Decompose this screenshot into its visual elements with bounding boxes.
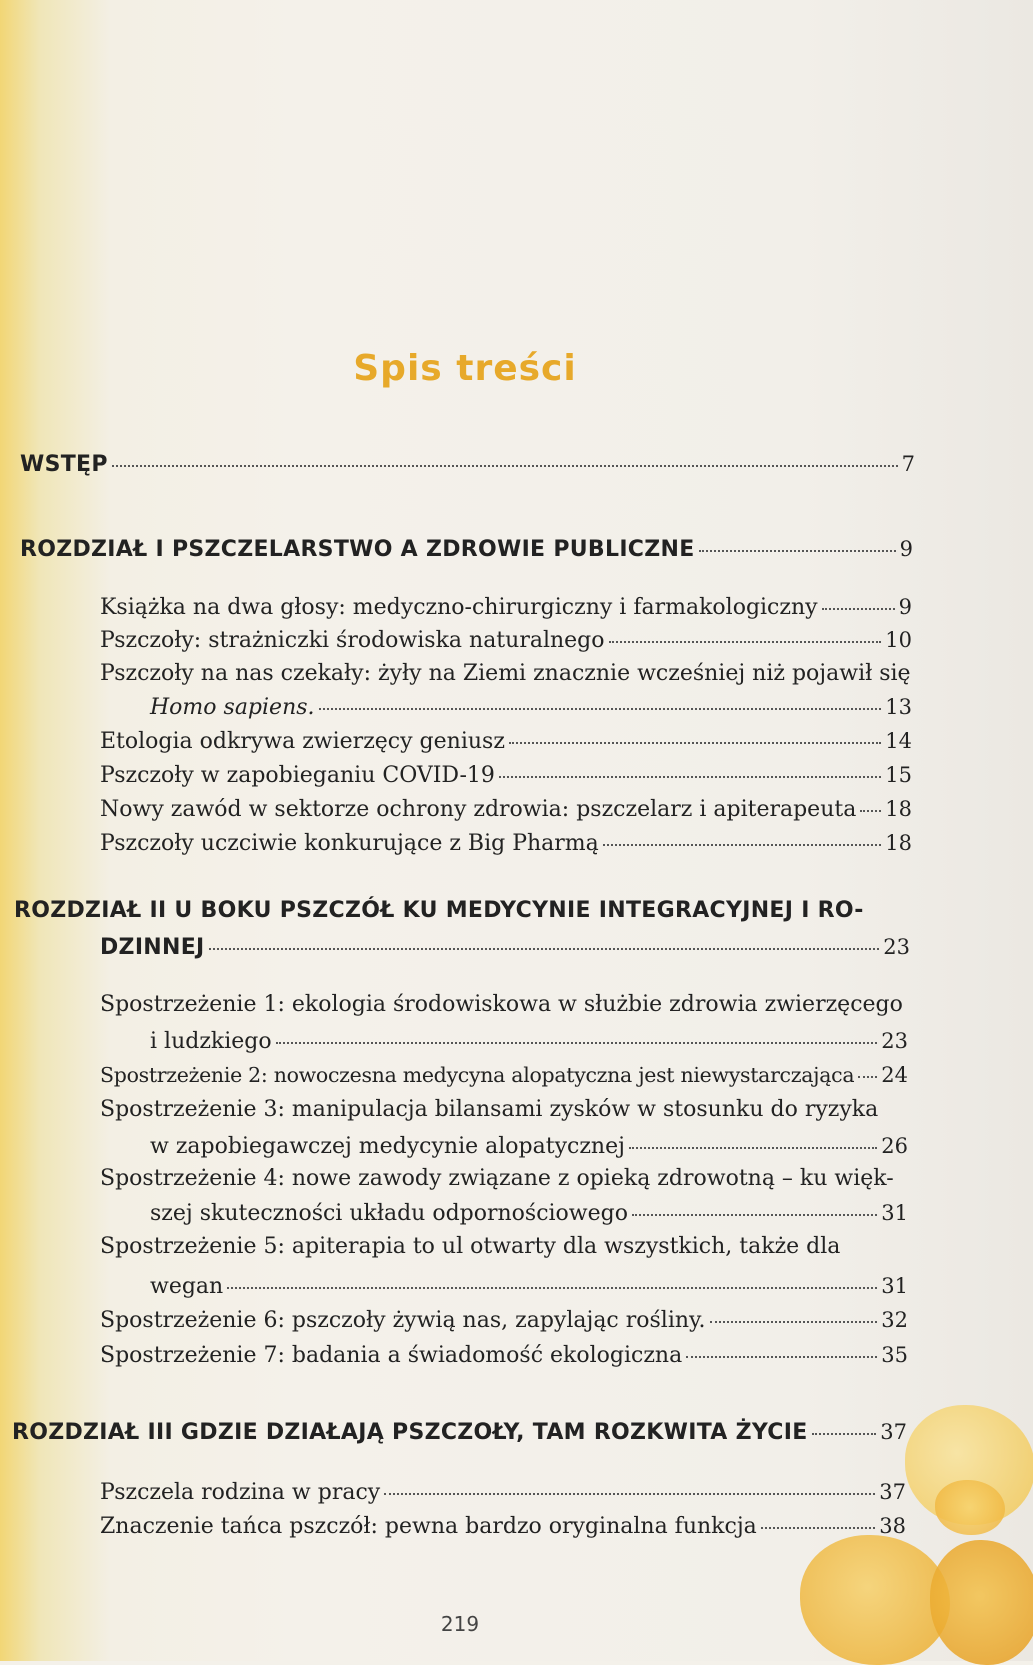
toc-chapter-2 xyxy=(100,935,910,960)
entry-page: 7 xyxy=(901,452,915,476)
entry-label: ROZDZIAŁ I PSZCZELARSTWO A ZDROWIE PUBLICZNE xyxy=(20,537,695,562)
leader-dots xyxy=(761,1527,876,1529)
leader-dots xyxy=(384,1493,875,1495)
toc-entry xyxy=(150,1201,908,1226)
leader-dots xyxy=(319,708,882,710)
entry-label: szej skuteczności układu odpornościowego xyxy=(150,1201,628,1226)
toc-entry-intro xyxy=(20,452,915,477)
entry-label: WSTĘP xyxy=(20,452,108,477)
toc-chapter-2-line: ROZDZIAŁ II U BOKU PSZCZÓŁ KU MEDYCYNIE INTEGRACYJNEJ I RO- xyxy=(14,898,864,923)
toc-chapter-1 xyxy=(20,537,913,562)
toc-entry-line: Spostrzeżenie 5: apiterapia to ul otwarty dla wszystkich, także dla xyxy=(100,1234,841,1259)
toc-entry xyxy=(100,1343,908,1368)
entry-label: Pszczoły uczciwie konkurujące z Big Pharmą xyxy=(100,831,599,856)
decorative-blob xyxy=(800,1535,950,1665)
entry-page: 37 xyxy=(879,1480,906,1504)
entry-label: Książka na dwa głosy: medyczno-chirurgiczny i farmakologiczny xyxy=(100,595,818,620)
toc-entry xyxy=(100,831,912,856)
leader-dots xyxy=(858,1076,877,1078)
entry-page: 15 xyxy=(885,763,912,787)
entry-page: 37 xyxy=(880,1420,907,1444)
entry-page: 35 xyxy=(881,1343,908,1367)
entry-page: 38 xyxy=(879,1514,906,1538)
entry-page: 18 xyxy=(885,797,912,821)
leader-dots xyxy=(499,776,881,778)
toc-entry xyxy=(150,1134,908,1159)
entry-page: 23 xyxy=(881,1029,908,1053)
entry-page: 31 xyxy=(881,1274,908,1298)
entry-page: 9 xyxy=(898,595,912,619)
toc-entry xyxy=(100,729,912,754)
page-title: Spis treści xyxy=(353,348,577,389)
entry-page: 32 xyxy=(881,1308,908,1332)
page-number: 219 xyxy=(440,1612,480,1636)
toc-entry-line: Spostrzeżenie 1: ekologia środowiskowa w służbie zdrowia zwierzęcego xyxy=(100,992,903,1017)
toc-entry xyxy=(100,1480,906,1505)
toc-entry xyxy=(100,1514,906,1539)
entry-label: Etologia odkrywa zwierzęcy geniusz xyxy=(100,729,505,754)
toc-entry xyxy=(100,1063,908,1087)
leader-dots xyxy=(822,608,895,610)
toc-entry xyxy=(100,1308,908,1333)
toc-entry xyxy=(100,797,912,822)
entry-page: 9 xyxy=(899,537,913,561)
entry-label: i ludzkiego xyxy=(150,1029,272,1054)
leader-dots xyxy=(509,742,881,744)
toc-entry xyxy=(100,628,912,653)
leader-dots xyxy=(699,550,896,552)
entry-page: 24 xyxy=(881,1063,908,1087)
toc-chapter-3 xyxy=(12,1420,907,1445)
leader-dots xyxy=(112,465,898,467)
entry-page: 18 xyxy=(885,831,912,855)
entry-label: wegan xyxy=(150,1274,224,1299)
toc-entry-line: Pszczoły na nas czekały: żyły na Ziemi znacznie wcześniej niż pojawił się xyxy=(100,661,911,686)
entry-page: 31 xyxy=(881,1201,908,1225)
decorative-blob xyxy=(930,1540,1033,1665)
entry-label: Spostrzeżenie 6: pszczoły żywią nas, zapylając rośliny. xyxy=(100,1308,706,1333)
entry-label: Pszczela rodzina w pracy xyxy=(100,1480,381,1505)
entry-page: 26 xyxy=(881,1134,908,1158)
entry-page: 14 xyxy=(885,729,912,753)
toc-entry xyxy=(150,695,912,720)
leader-dots xyxy=(632,1214,877,1216)
leader-dots xyxy=(209,948,880,950)
leader-dots xyxy=(227,1287,877,1289)
entry-label: DZINNEJ xyxy=(100,935,205,960)
toc-entry xyxy=(150,1029,908,1054)
decorative-blob xyxy=(935,1480,1005,1535)
leader-dots xyxy=(686,1356,877,1358)
toc-entry xyxy=(100,763,912,788)
toc-entry xyxy=(100,595,912,620)
leader-dots xyxy=(629,1147,877,1149)
entry-page: 13 xyxy=(885,695,912,719)
entry-label: Nowy zawód w sektorze ochrony zdrowia: pszczelarz i apiterapeuta xyxy=(100,797,857,822)
entry-label: Homo sapiens. xyxy=(150,695,315,720)
leader-dots xyxy=(710,1321,878,1323)
toc-entry xyxy=(150,1274,908,1299)
leader-dots xyxy=(860,810,881,812)
leader-dots xyxy=(603,844,881,846)
toc-entry-line: Spostrzeżenie 3: manipulacja bilansami zysków w stosunku do ryzyka xyxy=(100,1097,879,1122)
leader-dots xyxy=(276,1042,878,1044)
entry-label: Pszczoły: strażniczki środowiska naturalnego xyxy=(100,628,605,653)
entry-label: w zapobiegawczej medycynie alopatycznej xyxy=(150,1134,625,1159)
leader-dots xyxy=(609,641,882,643)
entry-label: Pszczoły w zapobieganiu COVID-19 xyxy=(100,763,495,788)
toc-entry-line: Spostrzeżenie 4: nowe zawody związane z opieką zdrowotną – ku więk- xyxy=(100,1166,894,1191)
entry-page: 10 xyxy=(885,628,912,652)
leader-dots xyxy=(812,1433,877,1435)
entry-label: Spostrzeżenie 7: badania a świadomość ekologiczna xyxy=(100,1343,683,1368)
entry-page: 23 xyxy=(883,935,910,959)
entry-label: Spostrzeżenie 2: nowoczesna medycyna alopatyczna jest niewystarczająca xyxy=(100,1063,855,1087)
entry-label: ROZDZIAŁ III GDZIE DZIAŁAJĄ PSZCZOŁY, TAM ROZKWITA ŻYCIE xyxy=(12,1420,808,1445)
entry-label: Znaczenie tańca pszczół: pewna bardzo oryginalna funkcja xyxy=(100,1514,757,1539)
